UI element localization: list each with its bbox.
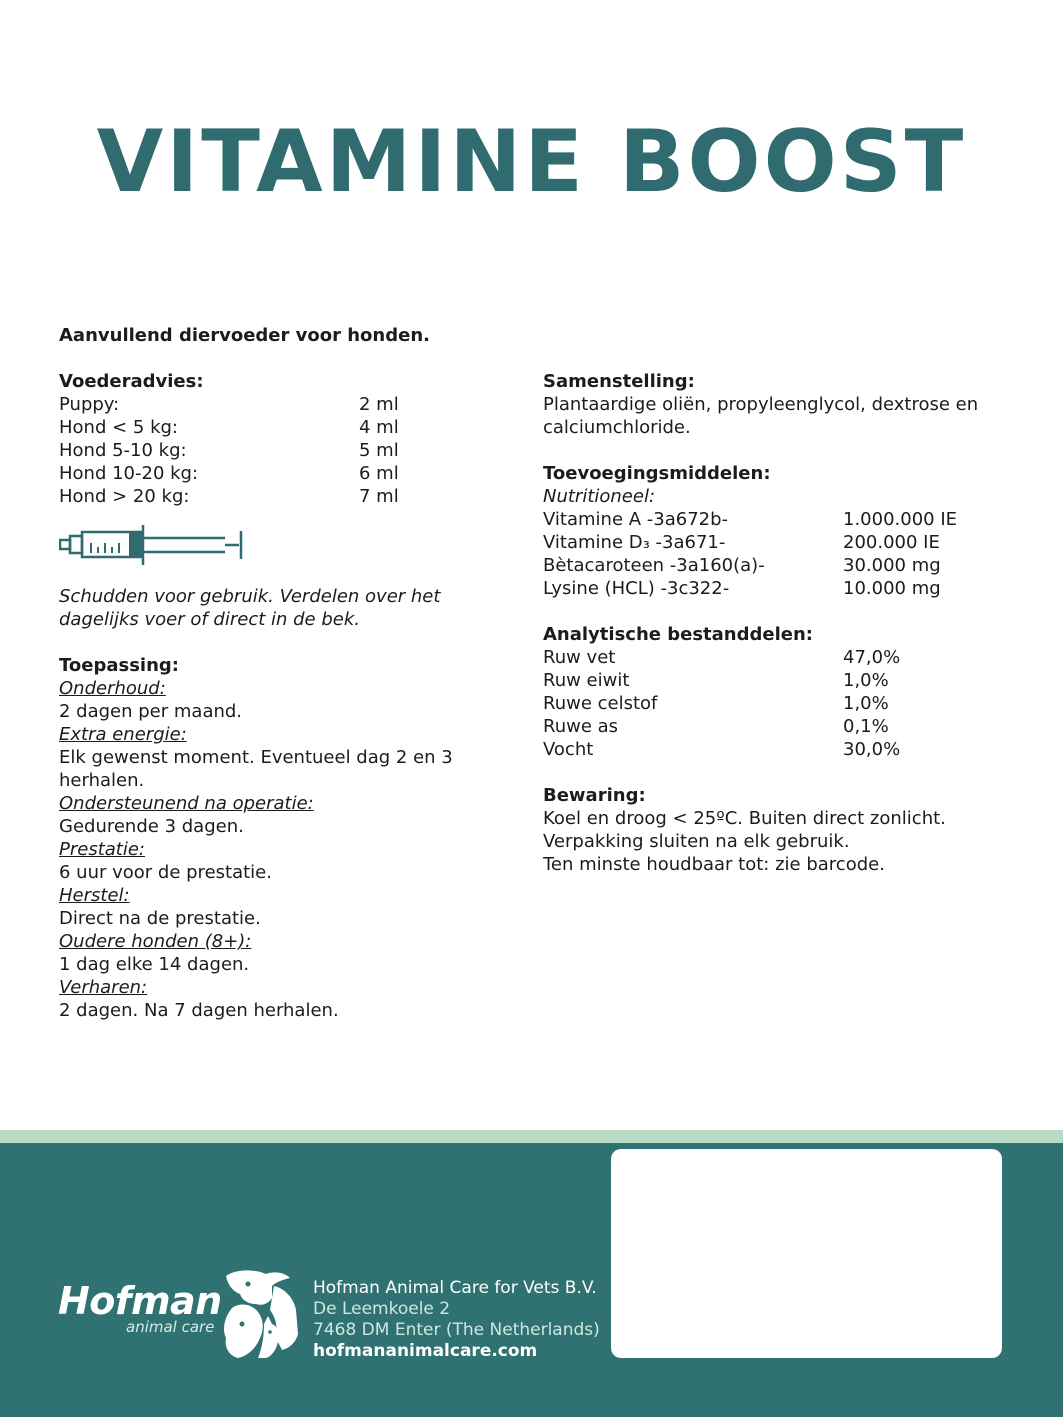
usage-text: 2 dagen. Na 7 dagen herhalen. [59,1000,339,1021]
analytic-label: Ruw eiwit [543,670,630,691]
feeding-label: Hond 5-10 kg: [59,440,187,461]
company-street: De Leemkoele 2 [313,1299,451,1319]
feeding-value: 7 ml [359,486,399,507]
usage-label-maintenance: Onderhoud: [59,678,166,699]
usage-label-performance: Prestatie: [59,839,145,860]
feeding-value: 6 ml [359,463,399,484]
additive-label: Bètacaroteen -3a160(a)- [543,555,765,576]
analytic-value: 30,0% [843,739,901,760]
analytic-value: 47,0% [843,647,901,668]
additive-row [543,508,1003,531]
analytic-heading: Analytische bestanddelen: [543,624,813,645]
storage-heading: Bewaring: [543,785,646,806]
additive-value: 200.000 IE [843,532,940,553]
analytic-label: Ruwe as [543,716,619,737]
usage-label-energy: Extra energie: [59,724,187,745]
usage-heading: Toepassing: [59,655,179,676]
company-website[interactable]: hofmananimalcare.com [313,1341,538,1361]
usage-label-recovery: Herstel: [59,885,130,906]
company-address [313,1278,600,1362]
analytic-value: 0,1% [843,716,889,737]
footer-accent-stripe [0,1130,1063,1143]
analytic-row [543,715,1003,738]
analytic-row [543,692,1003,715]
storage-line: Koel en droog < 25ºC. Buiten direct zonlicht. [543,808,946,829]
right-column [543,370,1003,876]
feeding-value: 2 ml [359,394,399,415]
feeding-label: Hond < 5 kg: [59,417,178,438]
usage-text: Direct na de prestatie. [59,908,261,929]
feeding-heading: Voederadvies: [59,371,204,392]
analytic-label: Ruwe celstof [543,693,658,714]
feeding-row [59,485,489,508]
composition-heading: Samenstelling: [543,371,695,392]
additives-heading: Toevoegingsmiddelen: [543,463,771,484]
analytic-label: Vocht [543,739,594,760]
usage-label-senior: Oudere honden (8+): [59,931,252,952]
storage-line: Verpakking sluiten na elk gebruik. [543,831,850,852]
usage-label-shedding: Verharen: [59,977,148,998]
usage-text: 1 dag elke 14 dagen. [59,954,250,975]
additive-label: Vitamine D₃ -3a671- [543,532,726,553]
brand-logo-wordmark: Hofman [58,1279,222,1323]
barcode-label-area [611,1149,1002,1358]
analytic-value: 1,0% [843,693,889,714]
usage-text: 6 uur voor de prestatie. [59,862,272,883]
left-column [59,324,489,1022]
feeding-label: Puppy: [59,394,120,415]
intro-text: Aanvullend diervoeder voor honden. [59,325,430,346]
storage-line: Ten minste houdbaar tot: zie barcode. [543,854,885,875]
syringe-icon [59,523,249,567]
analytic-value: 1,0% [843,670,889,691]
feeding-label: Hond > 20 kg: [59,486,190,507]
additive-value: 30.000 mg [843,555,941,576]
analytic-row [543,646,1003,669]
additive-row [543,531,1003,554]
usage-label-surgery: Ondersteunend na operatie: [59,793,314,814]
analytic-row [543,738,1003,761]
feeding-row [59,439,489,462]
feeding-row [59,462,489,485]
composition-line1: Plantaardige oliën, propyleenglycol, dextrose en [543,394,979,415]
company-name: Hofman Animal Care for Vets B.V. [313,1278,597,1298]
shake-instruction-line1: Schudden voor gebruik. Verdelen over het [59,586,441,607]
analytic-row [543,669,1003,692]
brand-logo-tagline: animal care [126,1318,215,1336]
feeding-value: 4 ml [359,417,399,438]
feeding-label: Hond 10-20 kg: [59,463,199,484]
feeding-value: 5 ml [359,440,399,461]
additive-row [543,577,1003,600]
additive-row [543,554,1003,577]
additive-value: 1.000.000 IE [843,509,958,530]
shake-instruction-line2: dagelijks voer of direct in de bek. [59,609,360,630]
product-title: VITAMINE BOOST [96,112,967,212]
composition-line2: calciumchloride. [543,417,691,438]
usage-text: Elk gewenst moment. Eventueel dag 2 en 3 [59,747,453,768]
feeding-row [59,393,489,416]
additive-value: 10.000 mg [843,578,941,599]
feeding-row [59,416,489,439]
usage-text: 2 dagen per maand. [59,701,243,722]
additives-subheading: Nutritioneel: [543,486,656,507]
additive-label: Lysine (HCL) -3c322- [543,578,730,599]
analytic-label: Ruw vet [543,647,616,668]
additive-label: Vitamine A -3a672b- [543,509,729,530]
company-city: 7468 DM Enter (The Netherlands) [313,1320,600,1340]
animals-logo-icon [218,1268,302,1360]
usage-text: herhalen. [59,770,145,791]
feeding-table [59,393,489,508]
usage-text: Gedurende 3 dagen. [59,816,244,837]
